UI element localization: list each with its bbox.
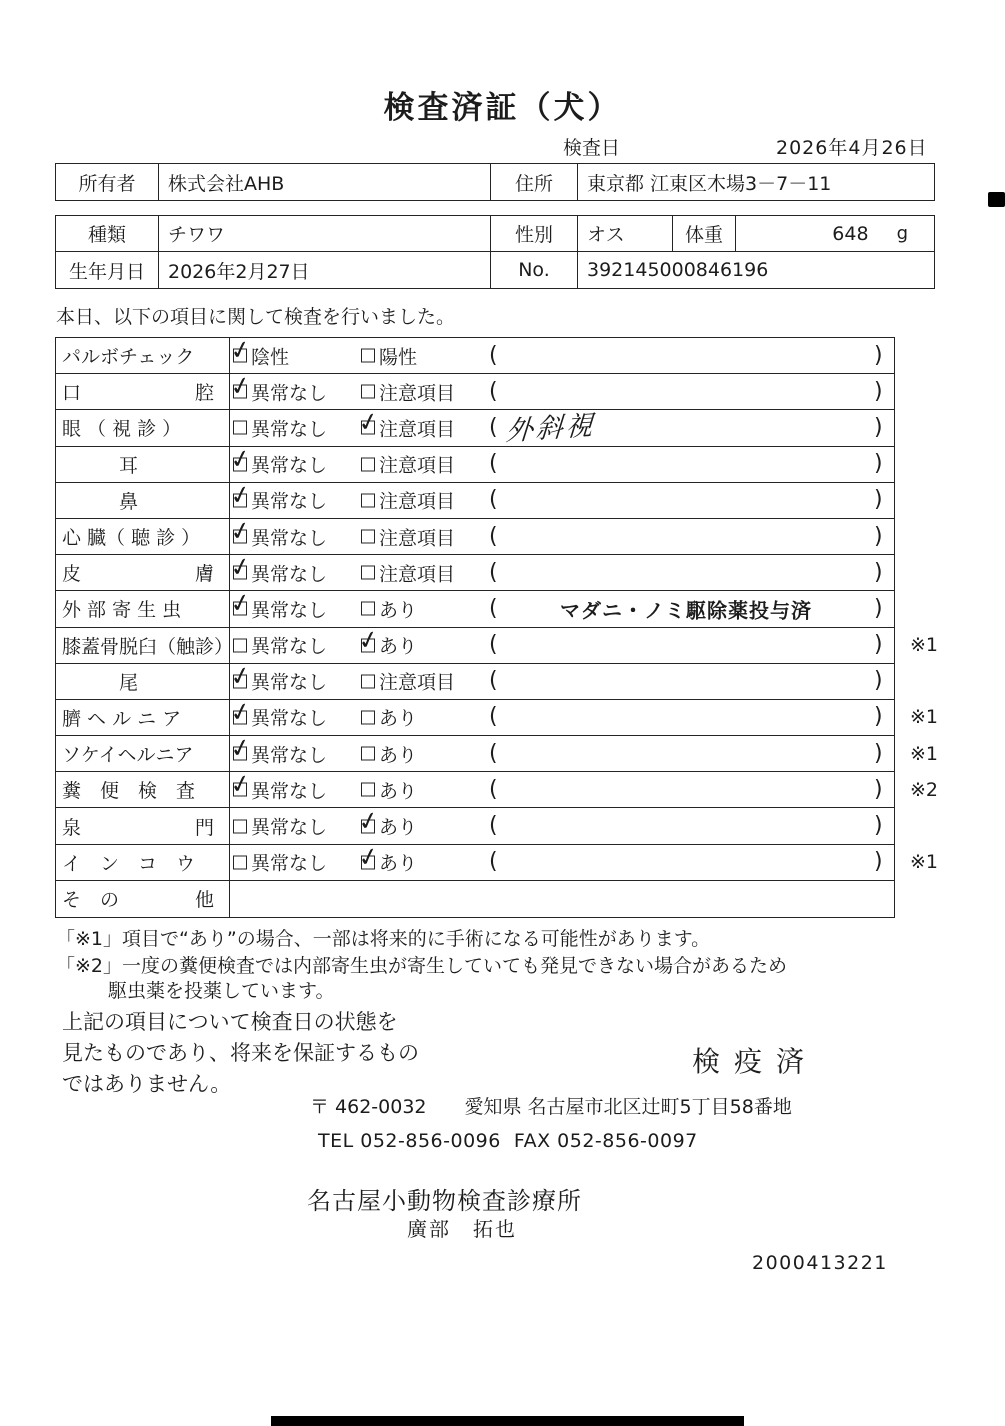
option-2-label: あり [379,744,418,767]
footnote-mark: ※1 [909,742,938,765]
exam-option-1 [233,487,327,514]
checkbox-icon [361,457,375,471]
checkbox-icon [361,747,375,761]
checkbox-icon [361,819,375,833]
checkbox-icon [233,493,247,507]
checkbox-icon [233,855,247,869]
paren-close: ) [874,704,883,730]
owner-label: 所有者 [56,164,159,200]
checkbox-icon [233,385,247,399]
clinic-address: 〒 462-0032 愛知県 名古屋市北区辻町5丁目58番地 [310,1096,792,1118]
exam-row [56,772,938,808]
clinic-tel-fax: TEL 052-856-0096 FAX 052-856-0097 [318,1130,698,1152]
exam-row-options [230,409,894,448]
exam-row [56,555,894,591]
paren-open: ( [489,559,498,585]
exam-row-options [230,845,894,880]
address-label: 住所 [491,164,578,200]
checkbox-icon [361,566,375,580]
paren-close: ) [874,378,883,404]
exam-option-1 [233,740,327,767]
exam-row [56,881,894,917]
exam-row-options [230,591,894,626]
checkbox-icon [361,674,375,688]
exam-option-2 [361,740,417,767]
exam-note: マダニ・ノミ駆除薬投与済 [560,598,812,623]
paren-close: ) [874,559,883,585]
exam-item-label: 尾 [56,664,230,699]
exam-option-2 [361,342,417,369]
exam-option-2 [361,378,455,405]
pet-row-1 [56,216,934,252]
intro-text: 本日、以下の項目に関して検査を行いました。 [56,306,456,328]
exam-row [56,483,894,519]
exam-row [56,519,894,555]
checkbox-icon [233,602,247,616]
option-2-label: 注意項目 [379,563,456,586]
paren-close: ) [874,414,883,440]
exam-option-2 [361,414,455,441]
option-1-label: 異常なし [251,418,328,441]
exam-item-label: そ の 他 [56,881,230,917]
exam-option-1 [233,559,327,586]
exam-item-label: 心 臓（ 聴 診 ） [56,519,230,554]
option-2-label: 注意項目 [379,454,456,477]
footnote-mark: ※1 [909,634,938,657]
exam-option-1 [233,451,327,478]
exam-row-options [230,519,894,554]
paren-open: ( [489,378,498,404]
checkbox-icon [361,602,375,616]
checkbox-icon [233,566,247,580]
paren-close: ) [874,487,883,513]
exam-item-label: 鼻 [56,483,230,518]
exam-option-2 [361,849,417,876]
exam-item-label: 糞 便 検 査 [56,772,230,807]
owner-row [56,164,934,200]
exam-row [56,700,938,736]
scan-artifact [988,192,1005,207]
exam-row-options [230,628,894,663]
exam-option-1 [233,342,289,369]
paren-open: ( [489,414,498,440]
exam-row-options [230,447,894,482]
paren-close: ) [874,849,883,875]
paren-open: ( [489,813,498,839]
option-1-label: 異常なし [251,852,328,875]
exam-option-2 [361,523,455,550]
exam-row [56,338,894,374]
paren-open: ( [489,595,498,621]
option-1-label: 異常なし [251,671,328,694]
disclaimer-line-3: ではありません。 [62,1072,232,1096]
paren-open: ( [489,704,498,730]
checkbox-icon [361,783,375,797]
option-1-label: 異常なし [251,816,328,839]
exam-option-1 [233,776,327,803]
exam-item-label: 口 腔 [56,374,230,409]
checkbox-icon [361,855,375,869]
exam-item-label: イ ン コ ウ [56,845,230,880]
exam-item-label: 泉 門 [56,808,230,843]
option-1-label: 異常なし [251,707,328,730]
document-number: 2000413221 [752,1252,888,1274]
paren-open: ( [489,632,498,658]
exam-row-options [230,664,894,699]
exam-option-2 [361,704,417,731]
exam-option-2 [361,451,455,478]
exam-item-label: 耳 [56,447,230,482]
option-2-label: 注意項目 [379,418,456,441]
scan-artifact [271,1416,744,1426]
exam-item-label: パルボチェック [56,338,230,373]
exam-option-1 [233,813,327,840]
exam-option-1 [233,523,327,550]
exam-item-label: ソケイヘルニア [56,736,230,771]
option-1-label: 異常なし [251,382,328,405]
option-2-label: 注意項目 [379,490,456,513]
paren-close: ) [874,451,883,477]
birthdate-value: 2026年2月27日 [159,252,491,288]
exam-row-options [230,374,894,409]
paren-close: ) [874,668,883,694]
clinic-name: 名古屋小動物検査診療所 [307,1187,582,1215]
weight-value-cell [736,216,934,251]
paren-open: ( [489,849,498,875]
exam-option-2 [361,595,417,622]
paren-open: ( [489,668,498,694]
option-2-label: あり [379,816,418,839]
page-title: 検査済証（犬） [383,90,622,126]
paren-open: ( [489,740,498,766]
checkbox-icon [233,747,247,761]
exam-option-1 [233,595,327,622]
exam-option-1 [233,414,327,441]
paren-close: ) [874,523,883,549]
checkbox-icon [361,530,375,544]
address-value: 東京都 江東区木場3－7－11 [587,172,832,195]
exam-item-label: 膝蓋骨脱臼（触診） [56,628,230,663]
option-1-label: 異常なし [251,527,328,550]
exam-option-2 [361,813,417,840]
paren-open: ( [489,776,498,802]
paren-open: ( [489,487,498,513]
checkbox-icon [233,457,247,471]
birthdate-label: 生年月日 [56,252,159,288]
footnote-mark: ※1 [909,706,938,729]
owner-table [55,163,935,201]
exam-option-1 [233,704,327,731]
option-2-label: あり [379,599,418,622]
exam-row [56,447,894,483]
pet-row-2 [56,252,934,288]
exam-option-1 [233,632,327,659]
option-2-label: あり [379,780,418,803]
checkbox-icon [233,710,247,724]
exam-item-label: 外 部 寄 生 虫 [56,591,230,626]
weight-value: 648 [832,222,869,245]
option-1-label: 異常なし [251,635,328,658]
veterinarian-name: 廣部 拓也 [407,1217,517,1241]
exam-row-options [230,772,894,807]
exam-option-2 [361,487,455,514]
exam-item-label: 臍 ヘ ル ニ ア [56,700,230,735]
checkbox-icon [361,710,375,724]
type-value: チワワ [159,216,491,251]
sex-label: 性別 [491,216,578,251]
option-2-label: 注意項目 [379,382,456,405]
footnote-2: 「※2」一度の糞便検査では内部寄生虫が寄生していても発見できない場合があるため [56,955,788,977]
exam-row-options [230,736,894,771]
exam-row [56,410,894,446]
exam-option-2 [361,776,417,803]
exam-option-1 [233,378,327,405]
option-2-label: あり [379,852,418,875]
paren-open: ( [489,451,498,477]
checkbox-icon [361,385,375,399]
disclaimer-line-2: 見たものであり、将来を保証するもの [62,1041,419,1065]
option-2-label: 注意項目 [379,527,456,550]
checkbox-icon [233,421,247,435]
option-1-label: 異常なし [251,599,328,622]
disclaimer-text [62,1007,419,1100]
option-1-label: 異常なし [251,490,328,513]
option-2-label: 陽性 [379,346,418,369]
checkbox-icon [233,674,247,688]
option-1-label: 異常なし [251,454,328,477]
checkbox-icon [361,493,375,507]
footnote-mark: ※1 [909,851,938,874]
paren-close: ) [874,813,883,839]
paren-close: ) [874,776,883,802]
checkbox-icon [233,349,247,363]
footnote-3: 駆虫薬を投薬しています。 [108,980,335,1002]
exam-row-options [230,483,894,518]
exam-row-options [230,808,894,843]
weight-unit: g [896,223,908,244]
paren-open: ( [489,523,498,549]
exam-note: 外斜視 [504,409,597,448]
exam-option-2 [361,668,455,695]
option-1-label: 陰性 [251,346,290,369]
exam-row-options [230,555,894,590]
type-label: 種類 [56,216,159,251]
exam-row [56,736,938,772]
paren-close: ) [874,342,883,368]
exam-row-options [230,338,894,373]
checkbox-icon [233,783,247,797]
checkbox-icon [233,530,247,544]
exam-row [56,845,938,881]
footnote-mark: ※2 [909,778,938,801]
weight-label: 体重 [673,216,736,251]
exam-row [56,628,938,664]
exam-row-options [230,881,894,917]
inspection-date-label: 検査日 [563,137,621,159]
inspection-date-value: 2026年4月26日 [776,137,928,159]
exam-option-1 [233,668,327,695]
quarantine-stamp-text: 検疫済 [692,1045,819,1078]
option-1-label: 異常なし [251,744,328,767]
checkbox-icon [361,421,375,435]
paren-close: ) [874,632,883,658]
owner-value: 株式会社AHB [159,164,491,200]
exam-row [56,664,894,700]
exam-option-2 [361,632,417,659]
option-2-label: あり [379,635,418,658]
exam-item-label: 眼 （ 視 診 ） [56,410,230,445]
paren-close: ) [874,595,883,621]
checkbox-icon [361,349,375,363]
exam-row [56,591,894,627]
number-value: 392145000846196 [587,259,769,281]
footnote-1: 「※1」項目で“あり”の場合、一部は将来的に手術になる可能性があります。 [56,928,711,950]
sex-value: オス [578,216,673,251]
exam-row [56,808,894,844]
checkbox-icon [361,638,375,652]
checkbox-icon [233,819,247,833]
exam-row [56,374,894,410]
number-label: No. [491,252,578,288]
exam-item-label: 皮 膚 [56,555,230,590]
paren-open: ( [489,342,498,368]
option-2-label: あり [379,707,418,730]
exam-option-2 [361,559,455,586]
paren-close: ) [874,740,883,766]
exam-option-1 [233,849,327,876]
checkbox-icon [233,638,247,652]
disclaimer-line-1: 上記の項目について検査日の状態を [62,1010,398,1034]
option-1-label: 異常なし [251,563,328,586]
exam-row-options [230,700,894,735]
exam-table [55,337,938,918]
pet-table [55,215,935,289]
option-2-label: 注意項目 [379,671,456,694]
option-1-label: 異常なし [251,780,328,803]
